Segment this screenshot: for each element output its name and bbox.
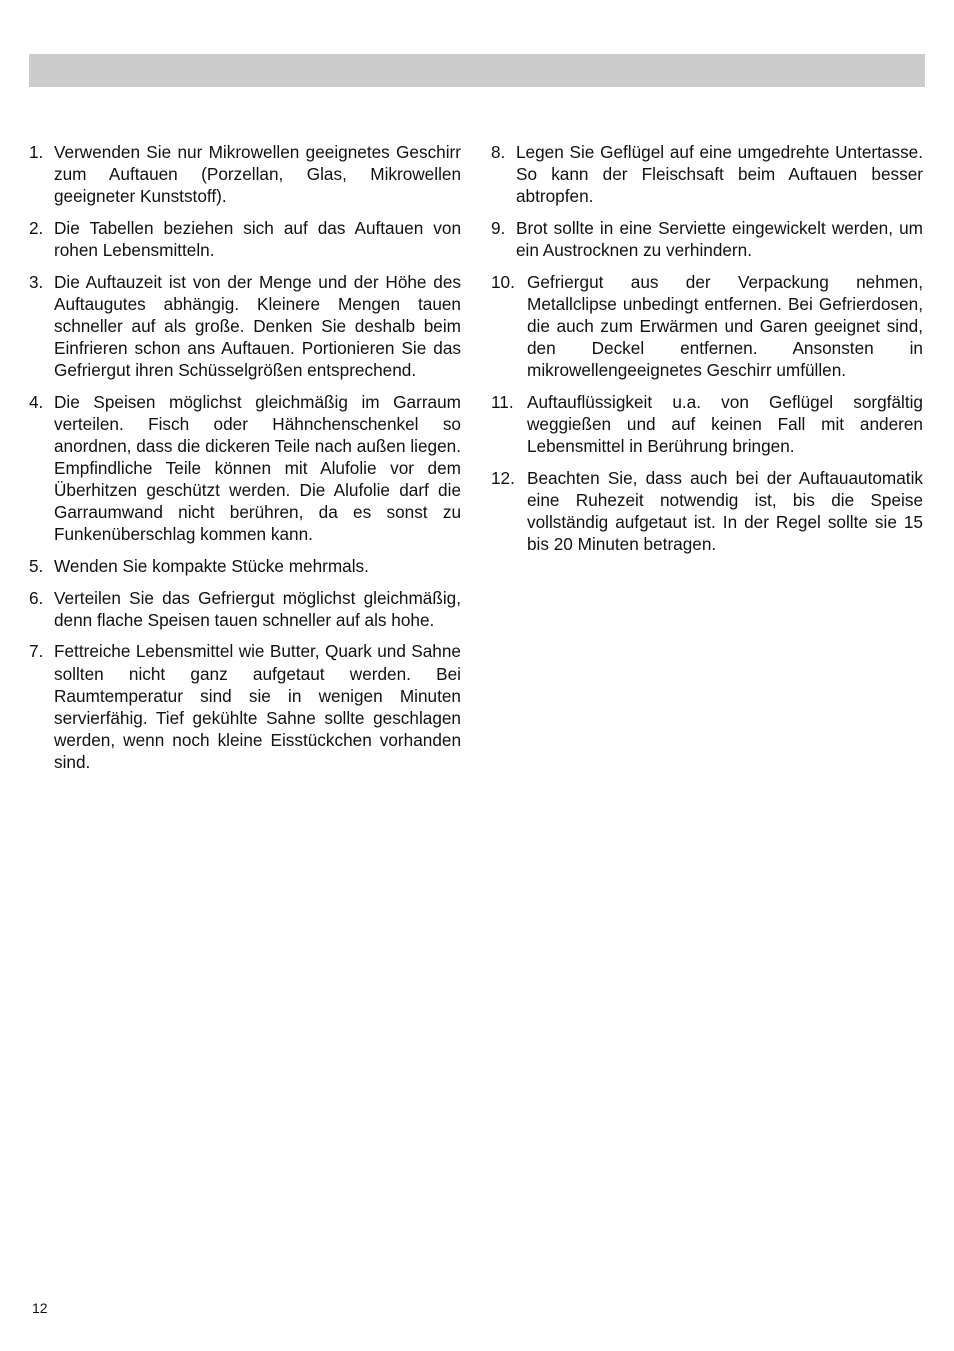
item-number: 8. xyxy=(491,142,506,162)
item-text: Verteilen Sie das Gefriergut möglichst gleichmäßig, denn flache Speisen tauen schneller auf als hohe. xyxy=(54,587,461,630)
item-number: 5. xyxy=(29,555,44,576)
list-item xyxy=(29,587,461,631)
item-number: 11. xyxy=(491,391,514,412)
item-number: 1. xyxy=(29,142,44,162)
item-text: Verwenden Sie nur Mikrowellen geeignetes Geschirr zum Auftauen (Porzellan, Glas, Mikrowellen geeigneter Kunststoff). xyxy=(54,142,461,207)
item-text: Legen Sie Geflügel auf eine umgedrehte Untertasse. So kann der Fleischsaft beim Auftauen besser abtropfen. xyxy=(516,142,923,207)
list-item xyxy=(29,271,461,381)
list-item xyxy=(29,640,461,773)
right-column xyxy=(491,141,923,565)
item-number: 10. xyxy=(491,271,515,292)
page-number: 12 xyxy=(32,1300,48,1316)
list-item xyxy=(29,555,461,577)
left-column xyxy=(29,141,461,783)
item-number: 6. xyxy=(29,587,44,608)
item-number: 7. xyxy=(29,641,44,662)
item-number: 3. xyxy=(29,271,44,292)
item-text: Beachten Sie, dass auch bei der Auftauautomatik eine Ruhezeit notwendig ist, bis die Speise vollständig aufgetaut ist. In der Regel sollte sie 15 bis 20 Minuten betragen. xyxy=(527,467,923,554)
item-text: Auftauflüssigkeit u.a. von Geflügel sorgfältig weggießen und auf keinen Fall mit anderen Lebensmittel in Berührung bringen. xyxy=(527,391,923,456)
list-item xyxy=(29,141,461,207)
list-item xyxy=(29,391,461,546)
list-item xyxy=(491,467,923,555)
item-text: Die Auftauzeit ist von der Menge und der Höhe des Auftaugutes abhängig. Kleinere Mengen tauen schneller auf als große. Denken Sie deshalb beim Einfrieren schon ans Auftauen. Portionieren Sie das Gefriergut ihren Schüsselgrößen entsprechend. xyxy=(54,271,461,381)
item-text: Die Tabellen beziehen sich auf das Auftauen von rohen Lebensmitteln. xyxy=(54,217,461,260)
item-text: Fettreiche Lebensmittel wie Butter, Quark und Sahne sollten nicht ganz aufgetaut werden. Bei Raumtemperatur sind sie in wenigen Minuten servierfähig. Tief gekühlte Sahne sollte geschlagen werden, wenn noch kleine Eisstückchen vorhanden sind. xyxy=(54,641,461,772)
item-number: 2. xyxy=(29,217,44,238)
list-item xyxy=(491,141,923,207)
item-text: Wenden Sie kompakte Stücke mehrmals. xyxy=(54,555,369,576)
item-text: Die Speisen möglichst gleichmäßig im Garraum verteilen. Fisch oder Hähnchenschenkel so anordnen, dass die dickeren Teile nach außen liegen. Empfindliche Teile können mit Alufolie vor dem Überhitzen geschützt werden. Die Alufolie darf die Garraumwand nicht berühren, da es sonst zu Funkenüberschlag kommen kann. xyxy=(54,391,461,545)
header-bar xyxy=(29,54,925,87)
item-number: 9. xyxy=(491,217,506,238)
item-number: 4. xyxy=(29,391,44,412)
item-text: Gefriergut aus der Verpackung nehmen, Metallclipse unbedingt entfernen. Bei Gefrierdosen, die auch zum Erwärmen und Garen geeignet sind, den Deckel entfernen. Ansonsten in mikrowellengeeignetes Geschirr umfüllen. xyxy=(527,271,923,381)
item-text: Brot sollte in eine Serviette eingewickelt werden, um ein Austrocknen zu verhindern. xyxy=(516,217,923,260)
list-item xyxy=(491,391,923,457)
item-number: 12. xyxy=(491,467,515,488)
list-item xyxy=(491,271,923,381)
list-item xyxy=(491,217,923,261)
list-item xyxy=(29,217,461,261)
